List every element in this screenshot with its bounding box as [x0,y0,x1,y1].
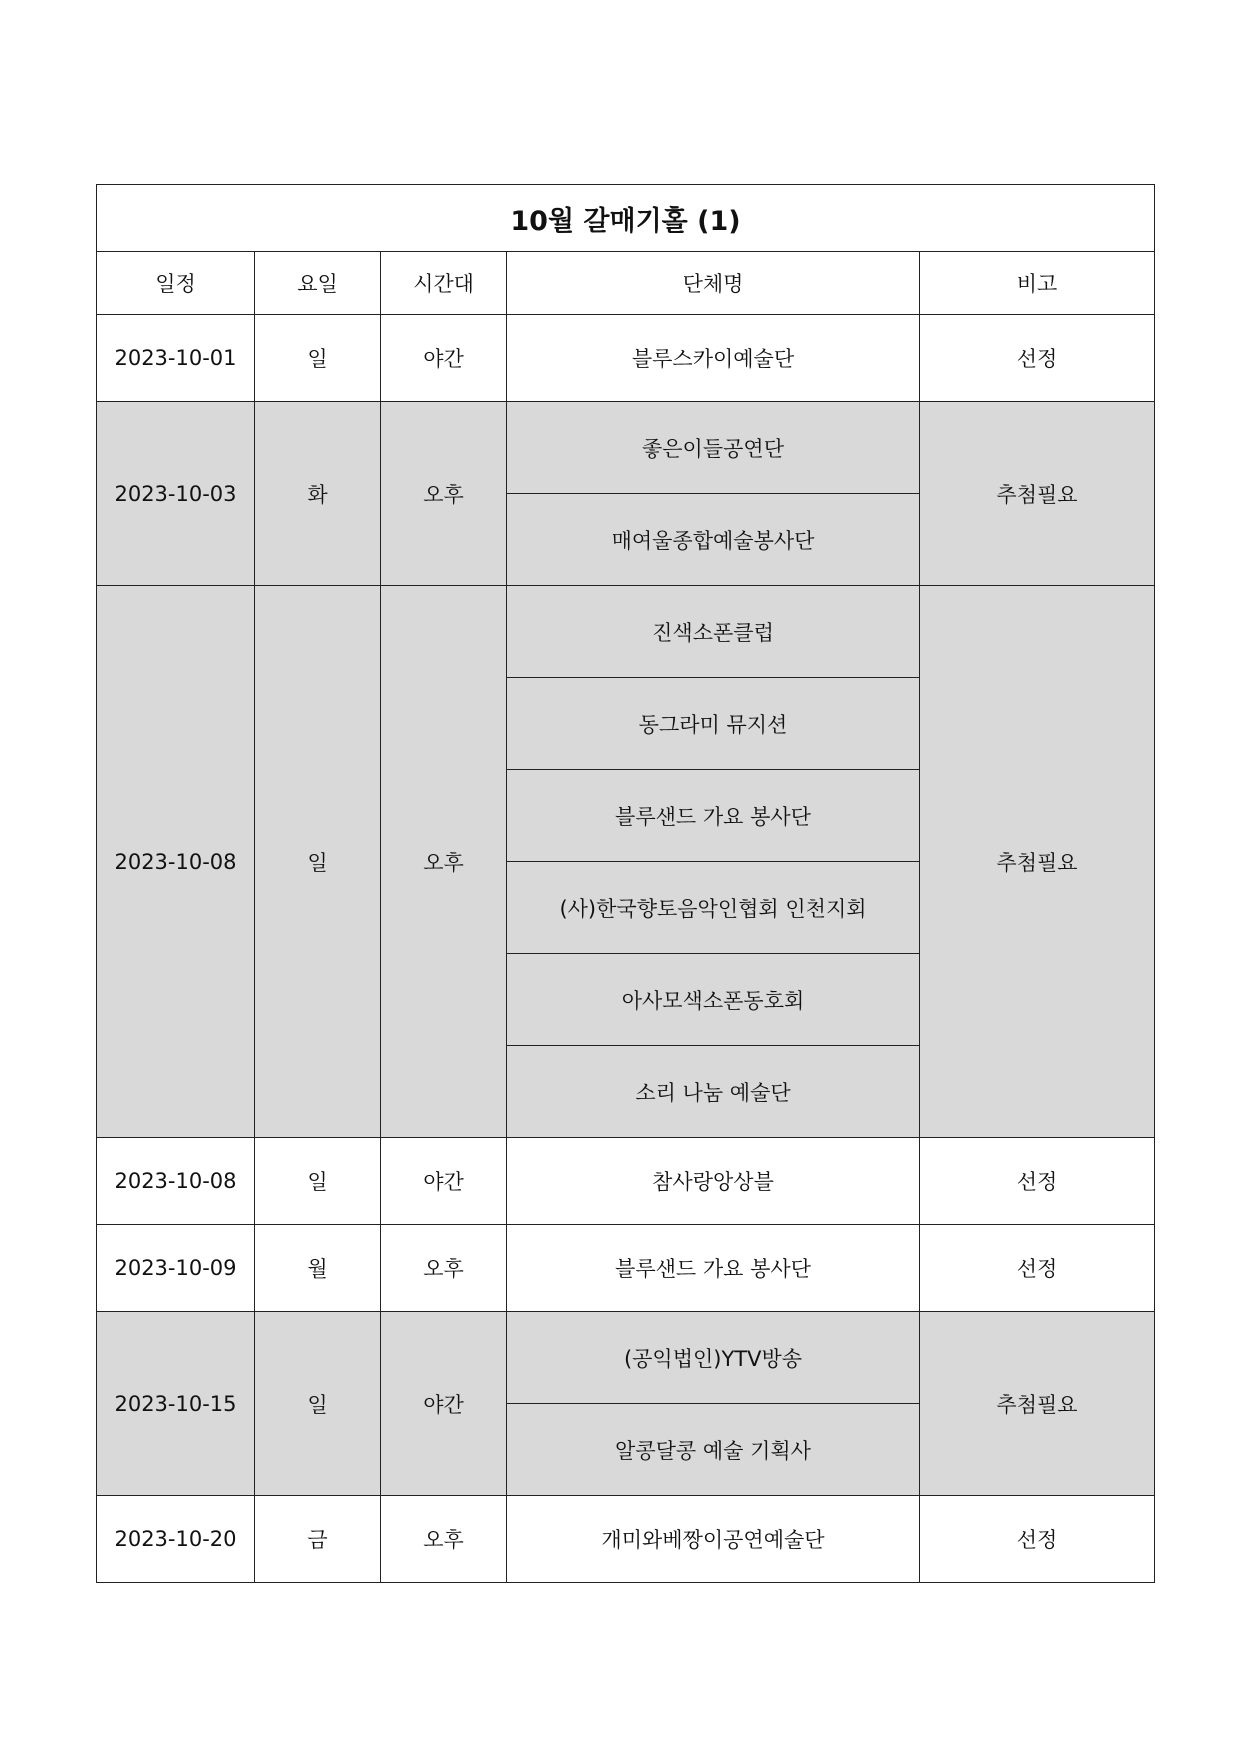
day-cell: 월 [255,1225,381,1312]
table-row [97,1496,1155,1583]
day-cell: 일 [255,1138,381,1225]
header-group: 단체명 [507,252,920,315]
day-cell: 화 [255,402,381,586]
day-cell: 일 [255,315,381,402]
date-cell: 2023-10-20 [97,1496,255,1583]
table-row [97,1138,1155,1225]
group-name-cell: 소리 나눔 예술단 [507,1046,920,1138]
time-cell: 오후 [381,586,507,1138]
group-name-cell: 개미와베짱이공연예술단 [507,1496,920,1583]
note-cell: 선정 [920,1138,1155,1225]
day-cell: 일 [255,1312,381,1496]
group-name-cell: 아사모색소폰동호회 [507,954,920,1046]
group-name-cell: (사)한국향토음악인협회 인천지회 [507,862,920,954]
day-cell: 금 [255,1496,381,1583]
note-cell: 선정 [920,1496,1155,1583]
group-name-cell: (공익법인)YTV방송 [507,1312,920,1404]
group-name-cell: 매여울종합예술봉사단 [507,494,920,586]
schedule-table [96,184,1155,1583]
group-name-cell: 동그라미 뮤지션 [507,678,920,770]
table-row [97,402,1155,494]
date-cell: 2023-10-08 [97,1138,255,1225]
note-cell: 선정 [920,315,1155,402]
time-cell: 오후 [381,402,507,586]
header-date: 일정 [97,252,255,315]
group-name-cell: 알콩달콩 예술 기획사 [507,1404,920,1496]
date-cell: 2023-10-03 [97,402,255,586]
table-title: 10월 갈매기홀 (1) [97,185,1155,252]
group-name-cell: 진색소폰클럽 [507,586,920,678]
date-cell: 2023-10-15 [97,1312,255,1496]
group-name-cell: 블루스카이예술단 [507,315,920,402]
group-name-cell: 블루샌드 가요 봉사단 [507,1225,920,1312]
time-cell: 오후 [381,1496,507,1583]
time-cell: 오후 [381,1225,507,1312]
table-row [97,1225,1155,1312]
note-cell: 선정 [920,1225,1155,1312]
header-row [97,252,1155,315]
time-cell: 야간 [381,1138,507,1225]
time-cell: 야간 [381,315,507,402]
note-cell: 추첨필요 [920,1312,1155,1496]
note-cell: 추첨필요 [920,402,1155,586]
table-row [97,586,1155,678]
group-name-cell: 좋은이들공연단 [507,402,920,494]
table-row [97,315,1155,402]
date-cell: 2023-10-09 [97,1225,255,1312]
group-name-cell: 블루샌드 가요 봉사단 [507,770,920,862]
table-row [97,1312,1155,1404]
note-cell: 추첨필요 [920,586,1155,1138]
day-cell: 일 [255,586,381,1138]
group-name-cell: 참사랑앙상블 [507,1138,920,1225]
header-note: 비고 [920,252,1155,315]
date-cell: 2023-10-01 [97,315,255,402]
header-day: 요일 [255,252,381,315]
time-cell: 야간 [381,1312,507,1496]
header-time: 시간대 [381,252,507,315]
date-cell: 2023-10-08 [97,586,255,1138]
